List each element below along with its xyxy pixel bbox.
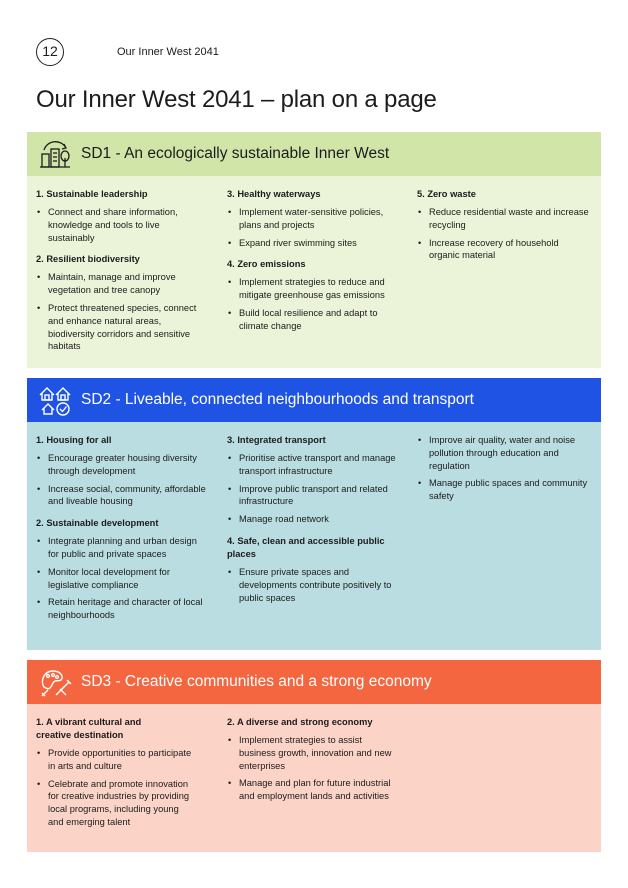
group-heading: 3. Healthy waterways: [227, 189, 321, 199]
group-heading: 1. A vibrant cultural and creative destination: [36, 717, 142, 740]
list-item: • Implement strategies to assist business growth, innovation and new enterprises: [227, 734, 399, 772]
strategy-group: [227, 258, 399, 332]
strategy-group: [36, 188, 208, 244]
section-body: [27, 704, 601, 852]
group-heading: 1. Housing for all: [36, 435, 112, 445]
section-title: SD3 - Creative communities and a strong economy: [81, 673, 432, 690]
page-number: 12: [36, 38, 64, 66]
list-item: • Prioritise active transport and manage transport infrastructure: [227, 452, 399, 478]
list-item: • Increase social, community, affordable and liveable housing: [36, 483, 208, 509]
strategy-group: [36, 716, 196, 829]
section-sd1: [27, 132, 601, 368]
list-item: • Expand river swimming sites: [227, 237, 399, 250]
section-header: [27, 132, 601, 176]
houses-icon: [37, 382, 73, 418]
column: [417, 434, 589, 512]
section-sd2: [27, 378, 601, 650]
running-head: Our Inner West 2041: [117, 46, 219, 58]
group-heading: 5. Zero waste: [417, 189, 476, 199]
section-body: [27, 422, 601, 650]
list-item: • Integrate planning and urban design for public and private spaces: [36, 535, 208, 561]
section-body: [27, 176, 601, 368]
strategy-group: [36, 434, 208, 508]
list-item: • Reduce residential waste and increase recycling: [417, 206, 589, 232]
strategy-group: [417, 188, 589, 262]
list-item: • Maintain, manage and improve vegetation and tree canopy: [36, 271, 208, 297]
column: [417, 188, 589, 271]
list-item: • Connect and share information, knowledge and tools to live sustainably: [36, 206, 208, 244]
column: [36, 434, 208, 631]
section-header: [27, 378, 601, 422]
column: [227, 716, 399, 812]
list-item: • Manage public spaces and community safety: [417, 477, 589, 503]
group-heading: 2. A diverse and strong economy: [227, 717, 373, 727]
column: [227, 188, 399, 342]
group-heading: 4. Zero emissions: [227, 259, 306, 270]
strategy-group: [227, 716, 399, 803]
column: [36, 716, 196, 838]
list-item: • Improve public transport and related infrastructure: [227, 483, 399, 509]
group-heading: 1. Sustainable leadership: [36, 189, 148, 199]
column: [227, 434, 399, 613]
strategy-group: [417, 434, 589, 503]
list-item: • Protect threatened species, connect and enhance natural areas, biodiversity corridors and sensitive habitats: [36, 302, 208, 353]
section-header: [27, 660, 601, 704]
list-item: • Retain heritage and character of local neighbourhoods: [36, 596, 208, 622]
list-item: • Improve air quality, water and noise pollution through education and regulation: [417, 434, 589, 472]
list-item: • Increase recovery of household organic material: [417, 237, 589, 263]
section-title: SD1 - An ecologically sustainable Inner West: [81, 145, 390, 162]
list-item: • Encourage greater housing diversity through development: [36, 452, 208, 478]
strategy-group: [36, 517, 208, 622]
list-item: • Ensure private spaces and developments contribute positively to public spaces: [227, 566, 399, 604]
list-item: • Monitor local development for legislative compliance: [36, 566, 208, 592]
section-title: SD2 - Liveable, connected neighbourhoods and transport: [81, 391, 474, 408]
page-title: Our Inner West 2041 – plan on a page: [36, 86, 437, 113]
group-heading: 3. Integrated transport: [227, 435, 326, 445]
creative-tools-icon: [37, 664, 73, 700]
group-heading: 4. Safe, clean and accessible public places: [227, 535, 385, 559]
section-sd3: [27, 660, 601, 852]
column: [36, 188, 208, 362]
strategy-group: [227, 434, 399, 526]
group-heading: 2. Sustainable development: [36, 518, 159, 529]
group-heading: 2. Resilient biodiversity: [36, 254, 140, 265]
list-item: • Provide opportunities to participate in arts and culture: [36, 747, 196, 773]
list-item: • Manage and plan for future industrial and employment lands and activities: [227, 777, 399, 803]
list-item: • Implement strategies to reduce and mitigate greenhouse gas emissions: [227, 276, 399, 302]
list-item: • Implement water-sensitive policies, plans and projects: [227, 206, 399, 232]
list-item: • Build local resilience and adapt to climate change: [227, 307, 399, 333]
strategy-group: [227, 188, 399, 249]
city-nature-icon: [37, 136, 73, 172]
list-item: • Celebrate and promote innovation for creative industries by providing local programs, including young and emerging talent: [36, 778, 196, 829]
strategy-group: [227, 535, 399, 604]
strategy-group: [36, 253, 208, 353]
list-item: • Manage road network: [227, 513, 399, 526]
